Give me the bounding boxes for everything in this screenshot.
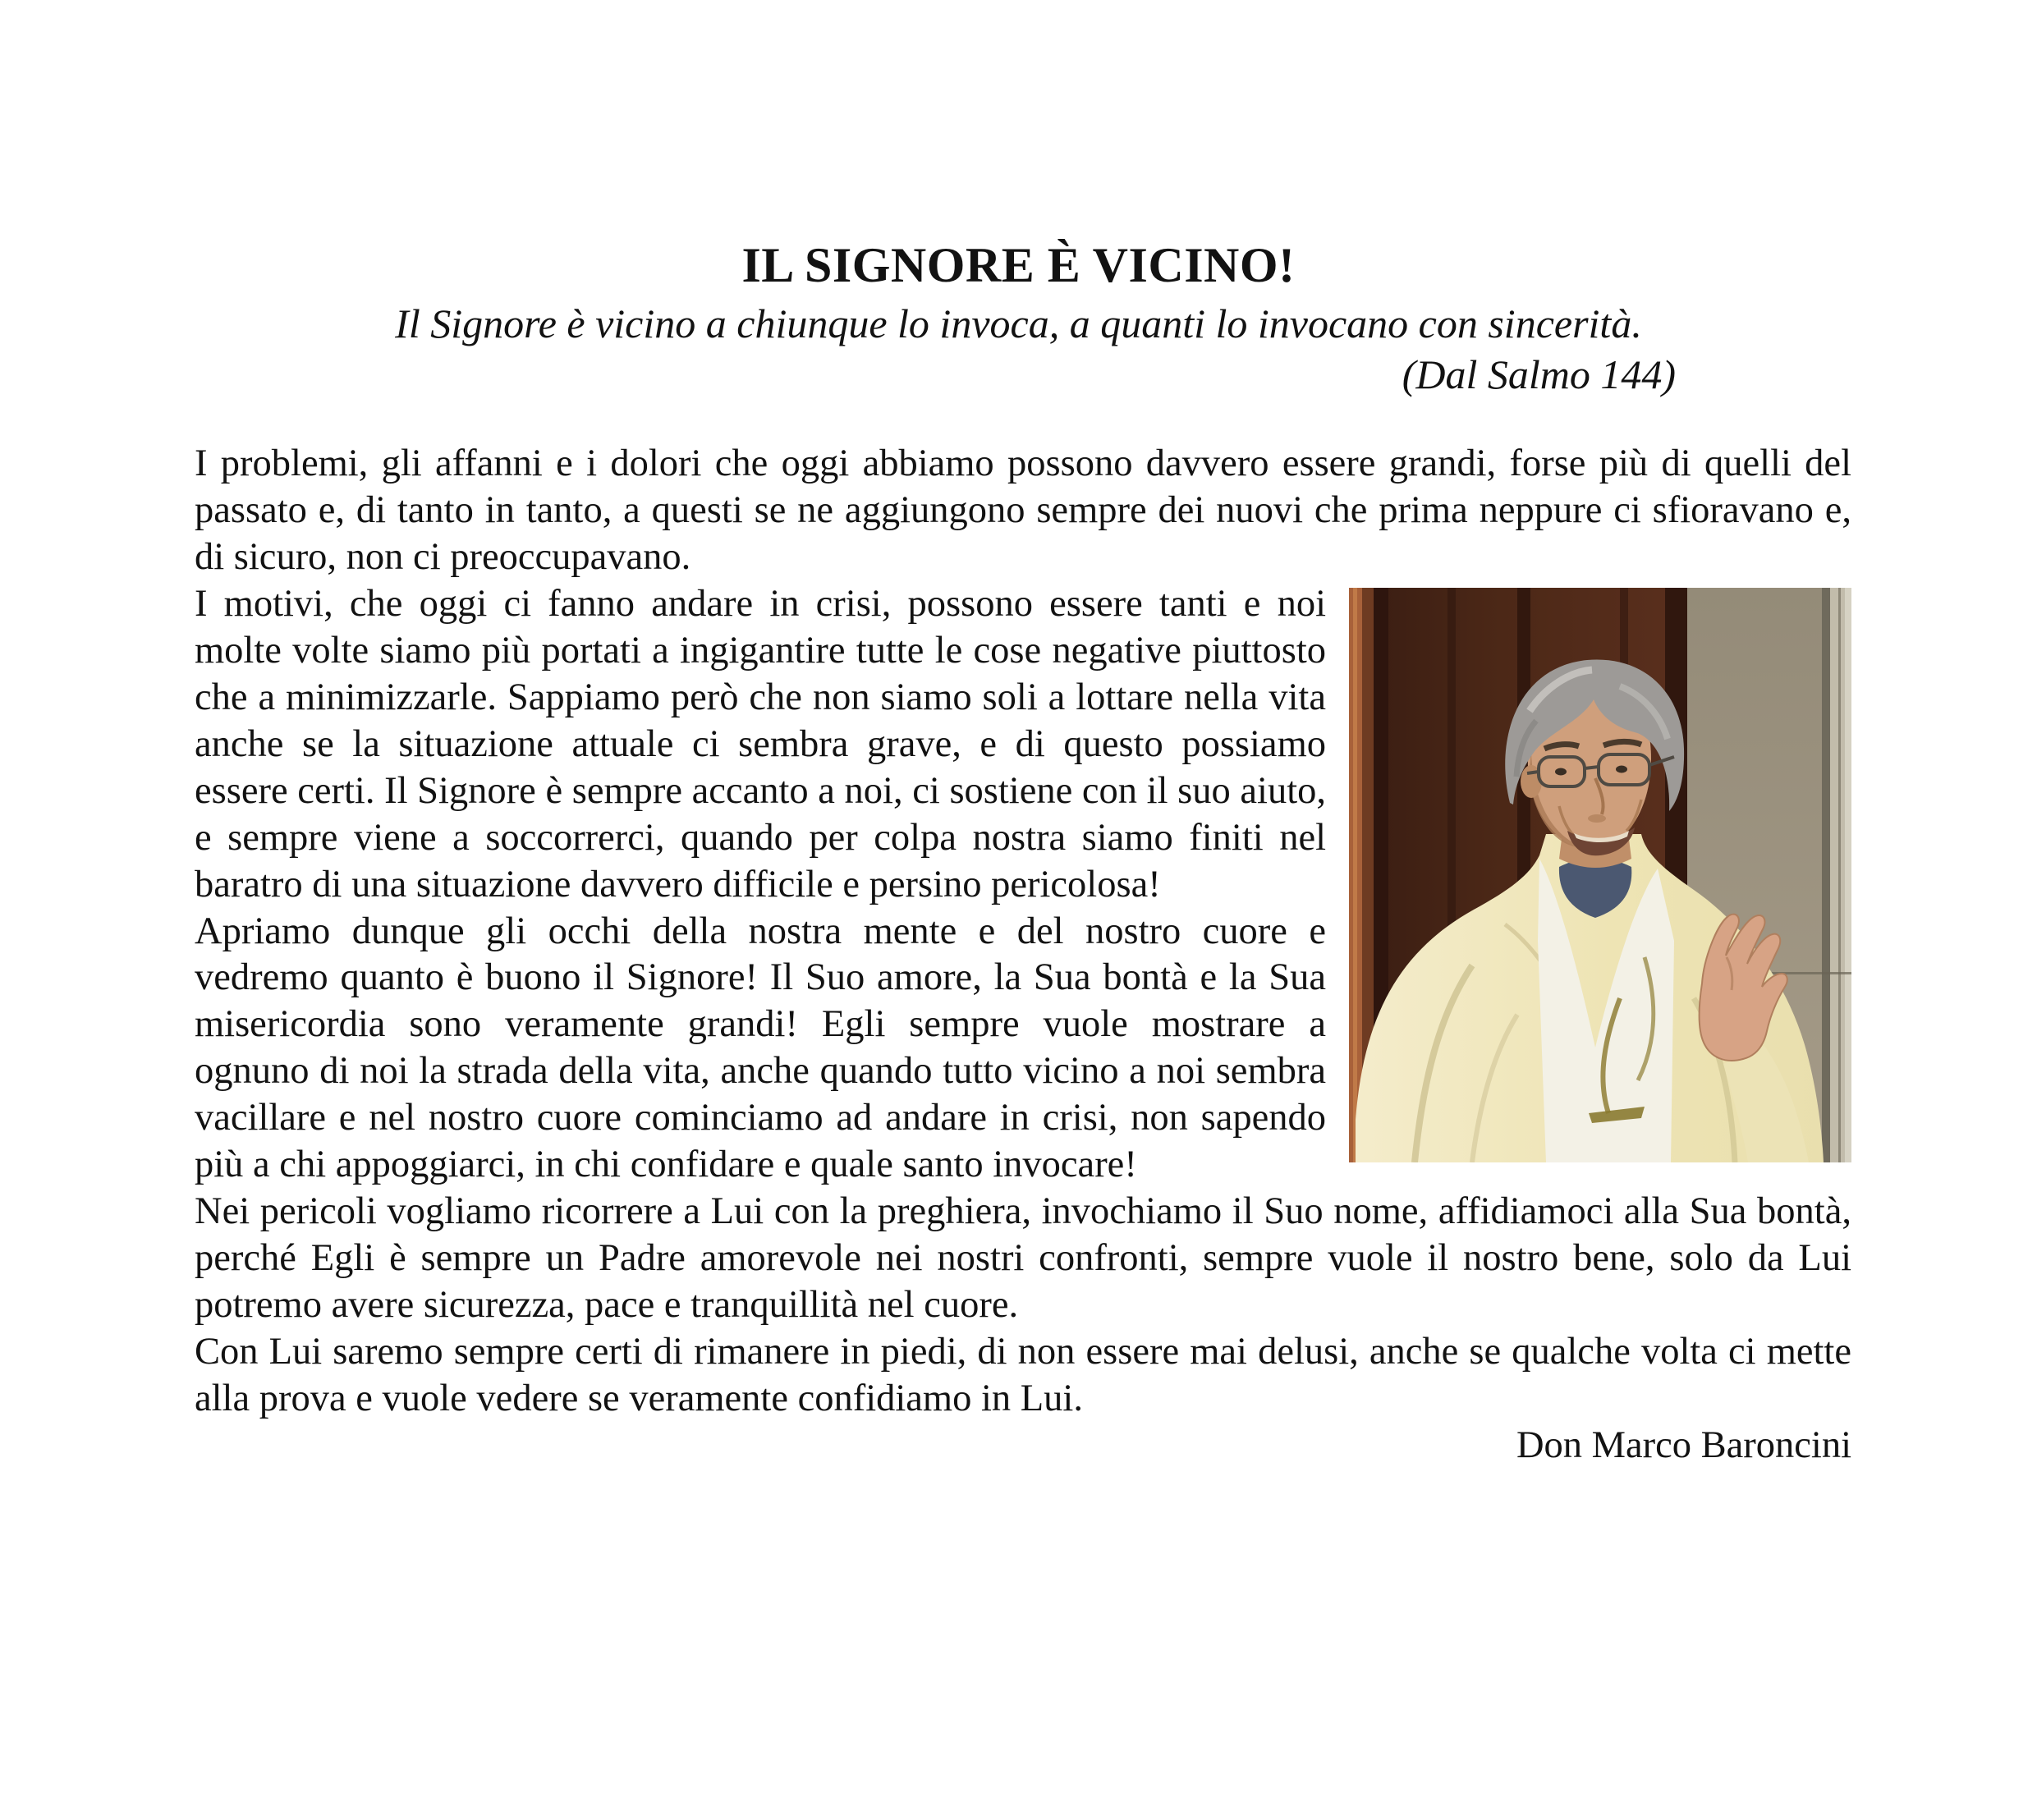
priest-photo-illustration <box>1349 588 1851 1162</box>
paragraph: I motivi, che oggi ci fanno andare in crisi, possono essere tanti e noi molte volte siamo più portati a ingigantire tutte le cose negative piuttosto che a minimizzarle. Sappiamo però che non siamo soli a lottare nella vita anche se la situazione attuale ci sembra grave, e di questo possiamo essere certi. Il Signore è sempre accanto a noi, ci sostiene con il suo aiuto, e sempre viene a soccorrerci, quando per colpa nostra siamo finiti nel baratro di una situazione davvero difficile e persino pericolosa! <box>195 582 1326 905</box>
paragraph: I problemi, gli affanni e i dolori che oggi abbiamo possono davvero essere grandi, forse più di quelli del passato e, di tanto in tanto, a questi se ne aggiungono sempre dei nuovi che prima neppure ci sfioravano e, di sicuro, non ci preoccupavano. <box>195 442 1851 578</box>
psalm-attribution: (Dal Salmo 144) <box>1402 351 1676 397</box>
signature: Don Marco Baroncini <box>1516 1424 1851 1467</box>
document-header <box>0 0 2037 398</box>
priest-photo <box>1349 588 1851 1162</box>
article-body <box>195 441 1851 1469</box>
paragraph: Apriamo dunque gli occhi della nostra mente e del nostro cuore e vedremo quanto è buono il Signore! Il Suo amore, la Sua bontà e la Sua misericordia sono veramente grandi! Egli sempre vuole mostrare a ognuno di noi la strada della vita, anche quando tutto vicino a noi sembra vacillare e nel nostro cuore cominciamo ad andare in crisi, non sapendo più a chi appoggiarci, in chi confidare e quale santo invocare! <box>195 910 1326 1186</box>
paragraph: Con Lui saremo sempre certi di rimanere in piedi, di non essere mai delusi, anche se qualche volta ci mette alla prova e vuole vedere se veramente confidiamo in Lui. <box>195 1331 1851 1420</box>
paragraph: Nei pericoli vogliamo ricorrere a Lui con la preghiera, invochiamo il Suo nome, affidiamoci alla Sua bontà, perché Egli è sempre un Padre amorevole nei nostri confronti, sempre vuole il nostro bene, solo da Lui potremo avere sicurezza, pace e tranquillità nel cuore. <box>195 1190 1851 1327</box>
subtitle-quote: Il Signore è vicino a chiunque lo invoca, a quanti lo invocano con sincerità. <box>395 300 1642 346</box>
page-title: IL SIGNORE È VICINO! <box>741 238 1296 292</box>
